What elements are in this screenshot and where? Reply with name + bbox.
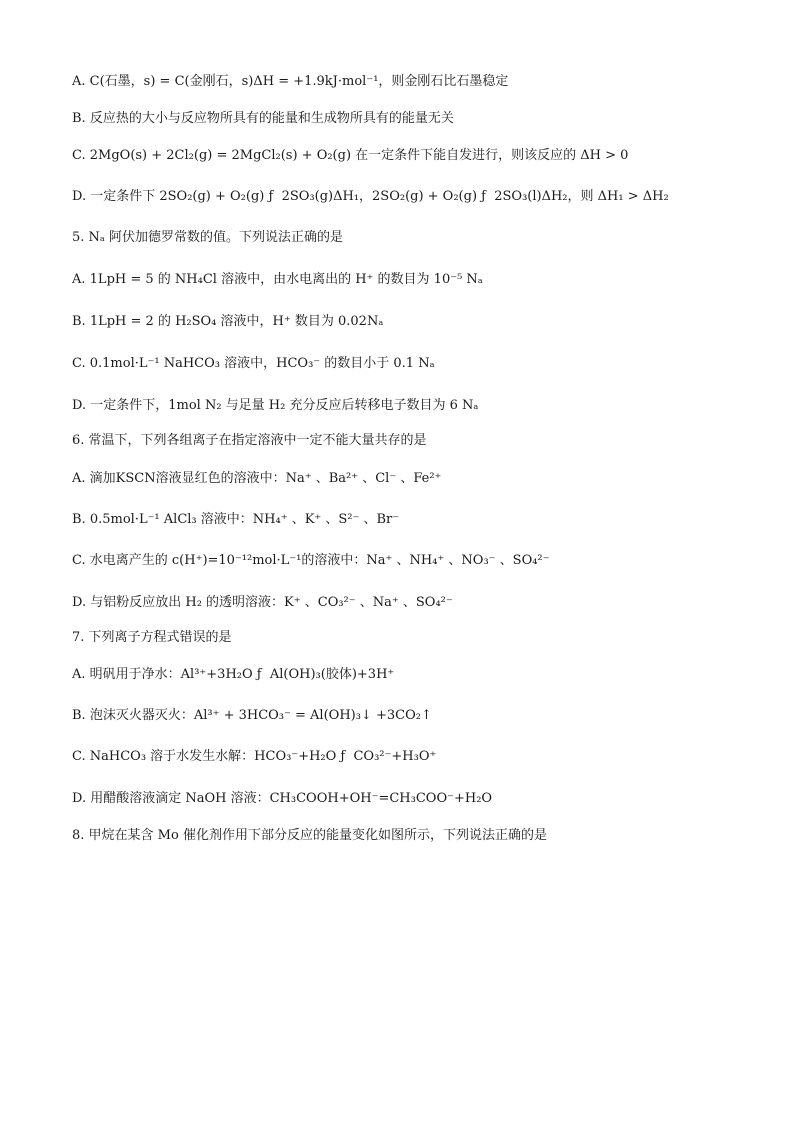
option-letter: B. bbox=[72, 314, 86, 329]
option-letter: D. bbox=[72, 595, 87, 610]
option-text: 与铝粉反应放出 H₂ 的透明溶液：K⁺ 、CO₃²⁻ 、Na⁺ 、SO₄²⁻ bbox=[86, 595, 453, 610]
question-7-stem: 7. 下列离子方程式错误的是 bbox=[72, 630, 232, 645]
option-letter: D. bbox=[72, 398, 87, 413]
option-text: 水电离产生的 c(H⁺)=10⁻¹²mol·L⁻¹的溶液中：Na⁺ 、NH₄⁺ 、NO₃⁻ 、SO₄²⁻ bbox=[85, 553, 550, 568]
option-letter: B. bbox=[72, 708, 86, 723]
prev-option-d bbox=[72, 187, 772, 207]
question-5-stem: 5. Nₐ 阿伏加德罗常数的值。下列说法正确的是 bbox=[72, 230, 344, 245]
option-text: 0.5mol·L⁻¹ AlCl₃ 溶液中：NH₄⁺ 、K⁺ 、S²⁻ 、Br⁻ bbox=[85, 512, 400, 527]
q6-option-a bbox=[72, 469, 772, 489]
option-text: 用醋酸溶液滴定 NaOH 溶液：CH₃COOH+OH⁻=CH₃COO⁻+H₂O bbox=[86, 791, 493, 806]
q6-option-d bbox=[72, 593, 772, 613]
option-text: 1LpH = 2 的 H₂SO₄ 溶液中，H⁺ 数目为 0.02Nₐ bbox=[85, 314, 384, 329]
prev-option-b bbox=[72, 109, 772, 129]
q7-option-b bbox=[72, 706, 772, 726]
q5-option-a bbox=[72, 270, 772, 290]
q5-option-b bbox=[72, 312, 772, 332]
option-letter: A. bbox=[72, 272, 86, 287]
option-text: 一定条件下 2SO₂(g) + O₂(g) ƒ 2SO₃(g)ΔH₁，2SO₂(g) + O₂(g) ƒ 2SO₃(l)ΔH₂，则 ΔH₁ > ΔH₂ bbox=[86, 189, 669, 204]
option-letter: A. bbox=[72, 667, 86, 682]
option-letter: C. bbox=[72, 553, 86, 568]
question-6-stem: 6. 常温下，下列各组离子在指定溶液中一定不能大量共存的是 bbox=[72, 433, 427, 448]
q7-option-c bbox=[72, 747, 772, 767]
option-text: 反应热的大小与反应物所具有的能量和生成物所具有的能量无关 bbox=[85, 111, 454, 126]
q5-option-c bbox=[72, 354, 772, 374]
option-text: 泡沫灭火器灭火：Al³⁺ + 3HCO₃⁻ = Al(OH)₃↓ +3CO₂↑ bbox=[85, 708, 432, 723]
option-text: NaHCO₃ 溶于水发生水解：HCO₃⁻+H₂O ƒ CO₃²⁻+H₃O⁺ bbox=[85, 749, 437, 764]
option-letter: B. bbox=[72, 512, 86, 527]
option-text: 0.1mol·L⁻¹ NaHCO₃ 溶液中，HCO₃⁻ 的数目小于 0.1 Nₐ bbox=[85, 356, 435, 371]
option-text: 明矾用于净水：Al³⁺+3H₂O ƒ Al(OH)₃(胶体)+3H⁺ bbox=[85, 667, 395, 682]
option-letter: A. bbox=[72, 471, 86, 486]
option-letter: C. bbox=[72, 356, 86, 371]
option-letter: C. bbox=[72, 749, 86, 764]
option-letter: C. bbox=[72, 148, 86, 163]
q7-option-d bbox=[72, 789, 772, 809]
option-text: 滴加KSCN溶液显红色的溶液中：Na⁺ 、Ba²⁺ 、Cl⁻ 、Fe²⁺ bbox=[85, 471, 442, 486]
q6-option-b bbox=[72, 510, 772, 530]
option-letter: D. bbox=[72, 791, 87, 806]
prev-option-c bbox=[72, 146, 772, 166]
option-text: C(石墨，s) = C(金刚石，s)ΔH = +1.9kJ·mol⁻¹，则金刚石比石墨稳定 bbox=[85, 74, 509, 89]
q5-option-d bbox=[72, 396, 772, 416]
q6-option-c bbox=[72, 551, 772, 571]
option-letter: D. bbox=[72, 189, 87, 204]
option-text: 一定条件下，1mol N₂ 与足量 H₂ 充分反应后转移电子数目为 6 Nₐ bbox=[86, 398, 479, 413]
option-text: 2MgO(s) + 2Cl₂(g) = 2MgCl₂(s) + O₂(g) 在一定条件下能自发进行，则该反应的 ΔH > 0 bbox=[85, 148, 629, 163]
option-letter: A. bbox=[72, 74, 86, 89]
prev-option-a bbox=[72, 72, 772, 92]
question-8-stem: 8. 甲烷在某含 Mo 催化剂作用下部分反应的能量变化如图所示，下列说法正确的是 bbox=[72, 828, 547, 843]
option-letter: B. bbox=[72, 111, 86, 126]
option-text: 1LpH = 5 的 NH₄Cl 溶液中，由水电离出的 H⁺ 的数目为 10⁻⁵ Nₐ bbox=[85, 272, 483, 287]
q7-option-a bbox=[72, 665, 772, 685]
